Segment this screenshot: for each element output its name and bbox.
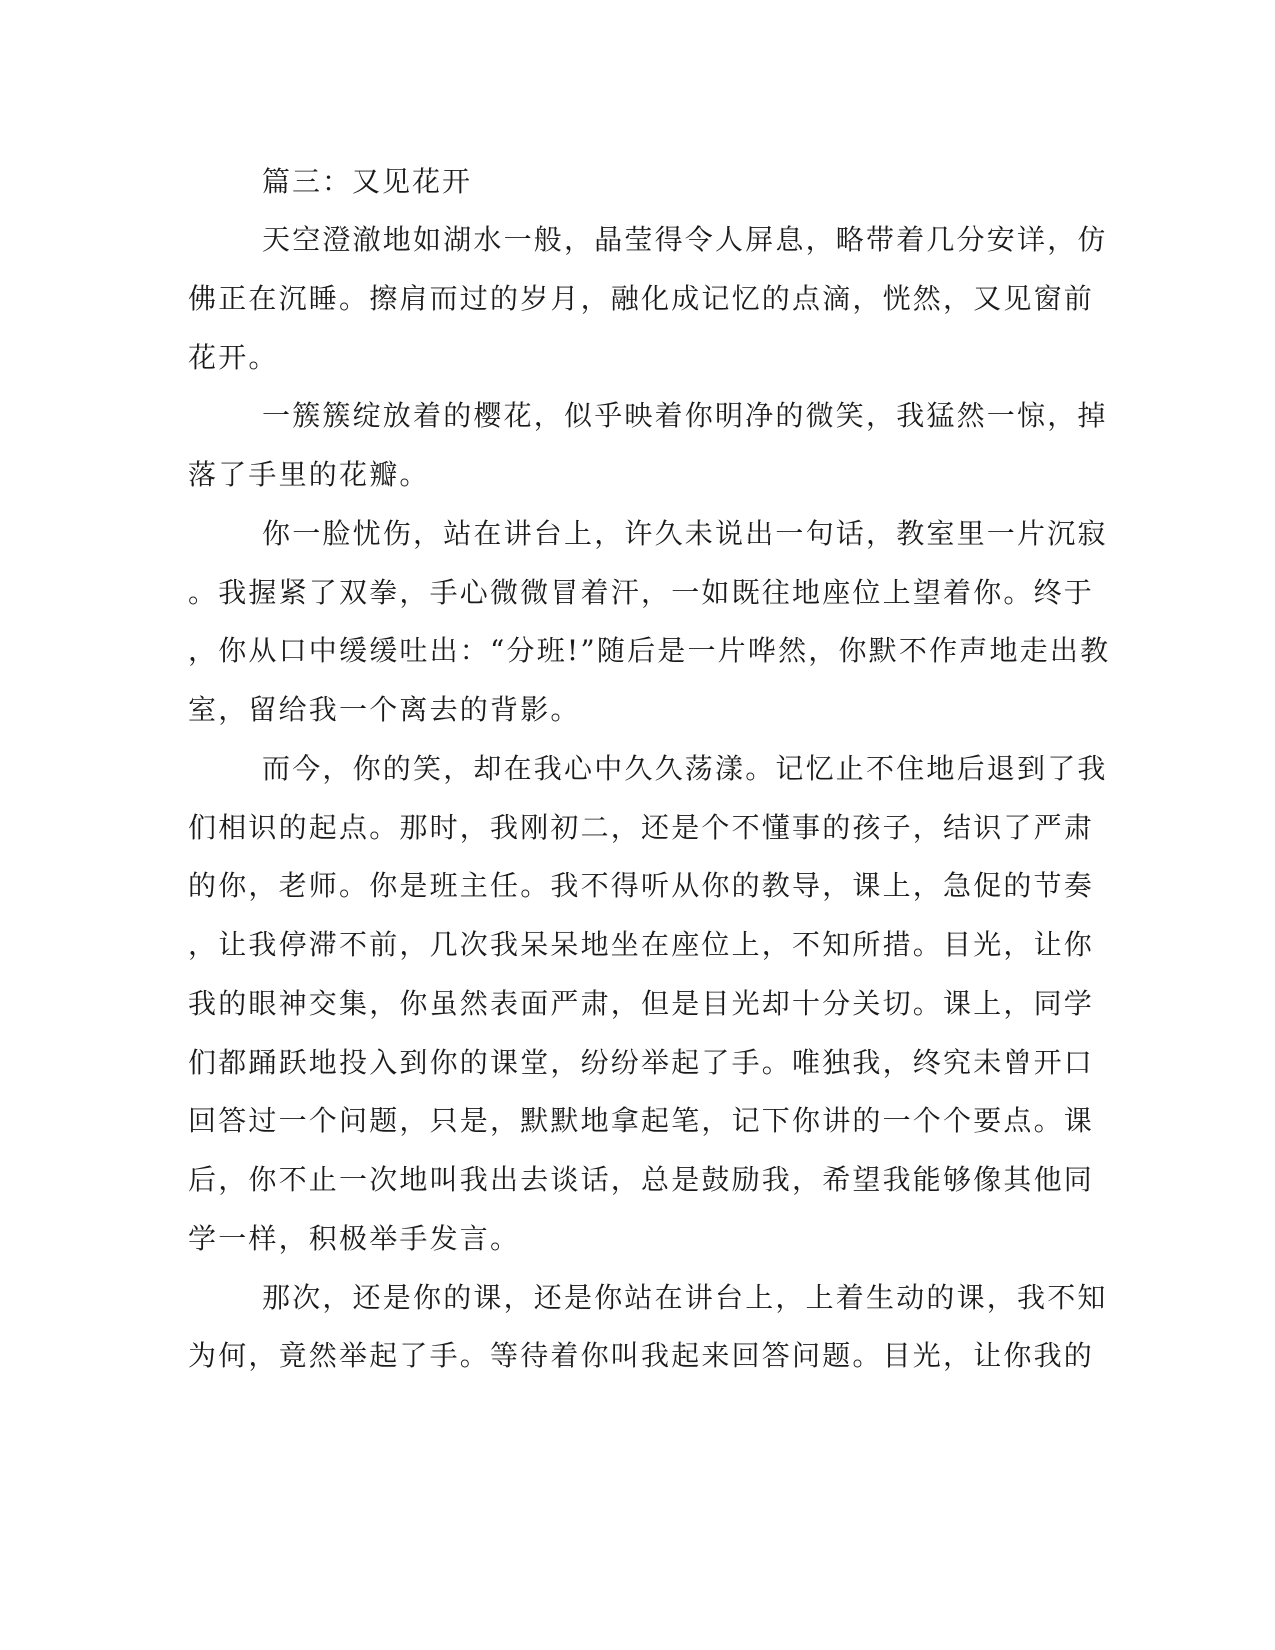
- text-line: 落了手里的花瓣。: [188, 458, 430, 491]
- text-line: 那次，还是你的课，还是你站在讲台上，上着生动的课，我不知: [262, 1281, 1108, 1314]
- text-line: 为何，竟然举起了手。等待着你叫我起来回答问题。目光，让你我的: [188, 1339, 1095, 1372]
- text-line: 后，你不止一次地叫我出去谈话，总是鼓励我，希望我能够像其他同: [188, 1163, 1095, 1196]
- text-line: 花开。: [188, 341, 279, 374]
- text-line: 一簇簇绽放着的樱花，似乎映着你明净的微笑，我猛然一惊，掉: [262, 399, 1108, 432]
- text-line: 回答过一个问题，只是，默默地拿起笔，记下你讲的一个个要点。课: [188, 1104, 1095, 1137]
- text-line: 们都踊跃地投入到你的课堂，纷纷举起了手。唯独我，终究未曾开口: [188, 1046, 1095, 1079]
- text-line: 们相识的起点。那时，我刚初二，还是个不懂事的孩子，结识了严肃: [188, 811, 1095, 844]
- text-line: 我的眼神交集，你虽然表面严肃，但是目光却十分关切。课上，同学: [188, 987, 1095, 1020]
- text-line: 室，留给我一个离去的背影。: [188, 693, 581, 726]
- text-line: 的你，老师。你是班主任。我不得听从你的教导，课上，急促的节奏: [188, 869, 1095, 902]
- text-line: 。我握紧了双拳，手心微微冒着汗，一如既往地座位上望着你。终于: [188, 576, 1095, 609]
- document-title: 篇三：又见花开: [262, 165, 473, 198]
- text-line: 佛正在沉睡。擦肩而过的岁月，融化成记忆的点滴，恍然，又见窗前: [188, 282, 1095, 315]
- text-line: 天空澄澈地如湖水一般，晶莹得令人屏息，略带着几分安详，仿: [262, 223, 1108, 256]
- text-line: ，你从口中缓缓吐出：“分班!”随后是一片哗然，你默不作声地走出教: [188, 634, 1111, 667]
- text-line: 而今，你的笑，却在我心中久久荡漾。记忆止不住地后退到了我: [262, 752, 1108, 785]
- text-line: 你一脸忧伤，站在讲台上，许久未说出一句话，教室里一片沉寂: [262, 517, 1108, 550]
- text-line: ，让我停滞不前，几次我呆呆地坐在座位上，不知所措。目光，让你: [188, 928, 1095, 961]
- text-line: 学一样，积极举手发言。: [188, 1222, 521, 1255]
